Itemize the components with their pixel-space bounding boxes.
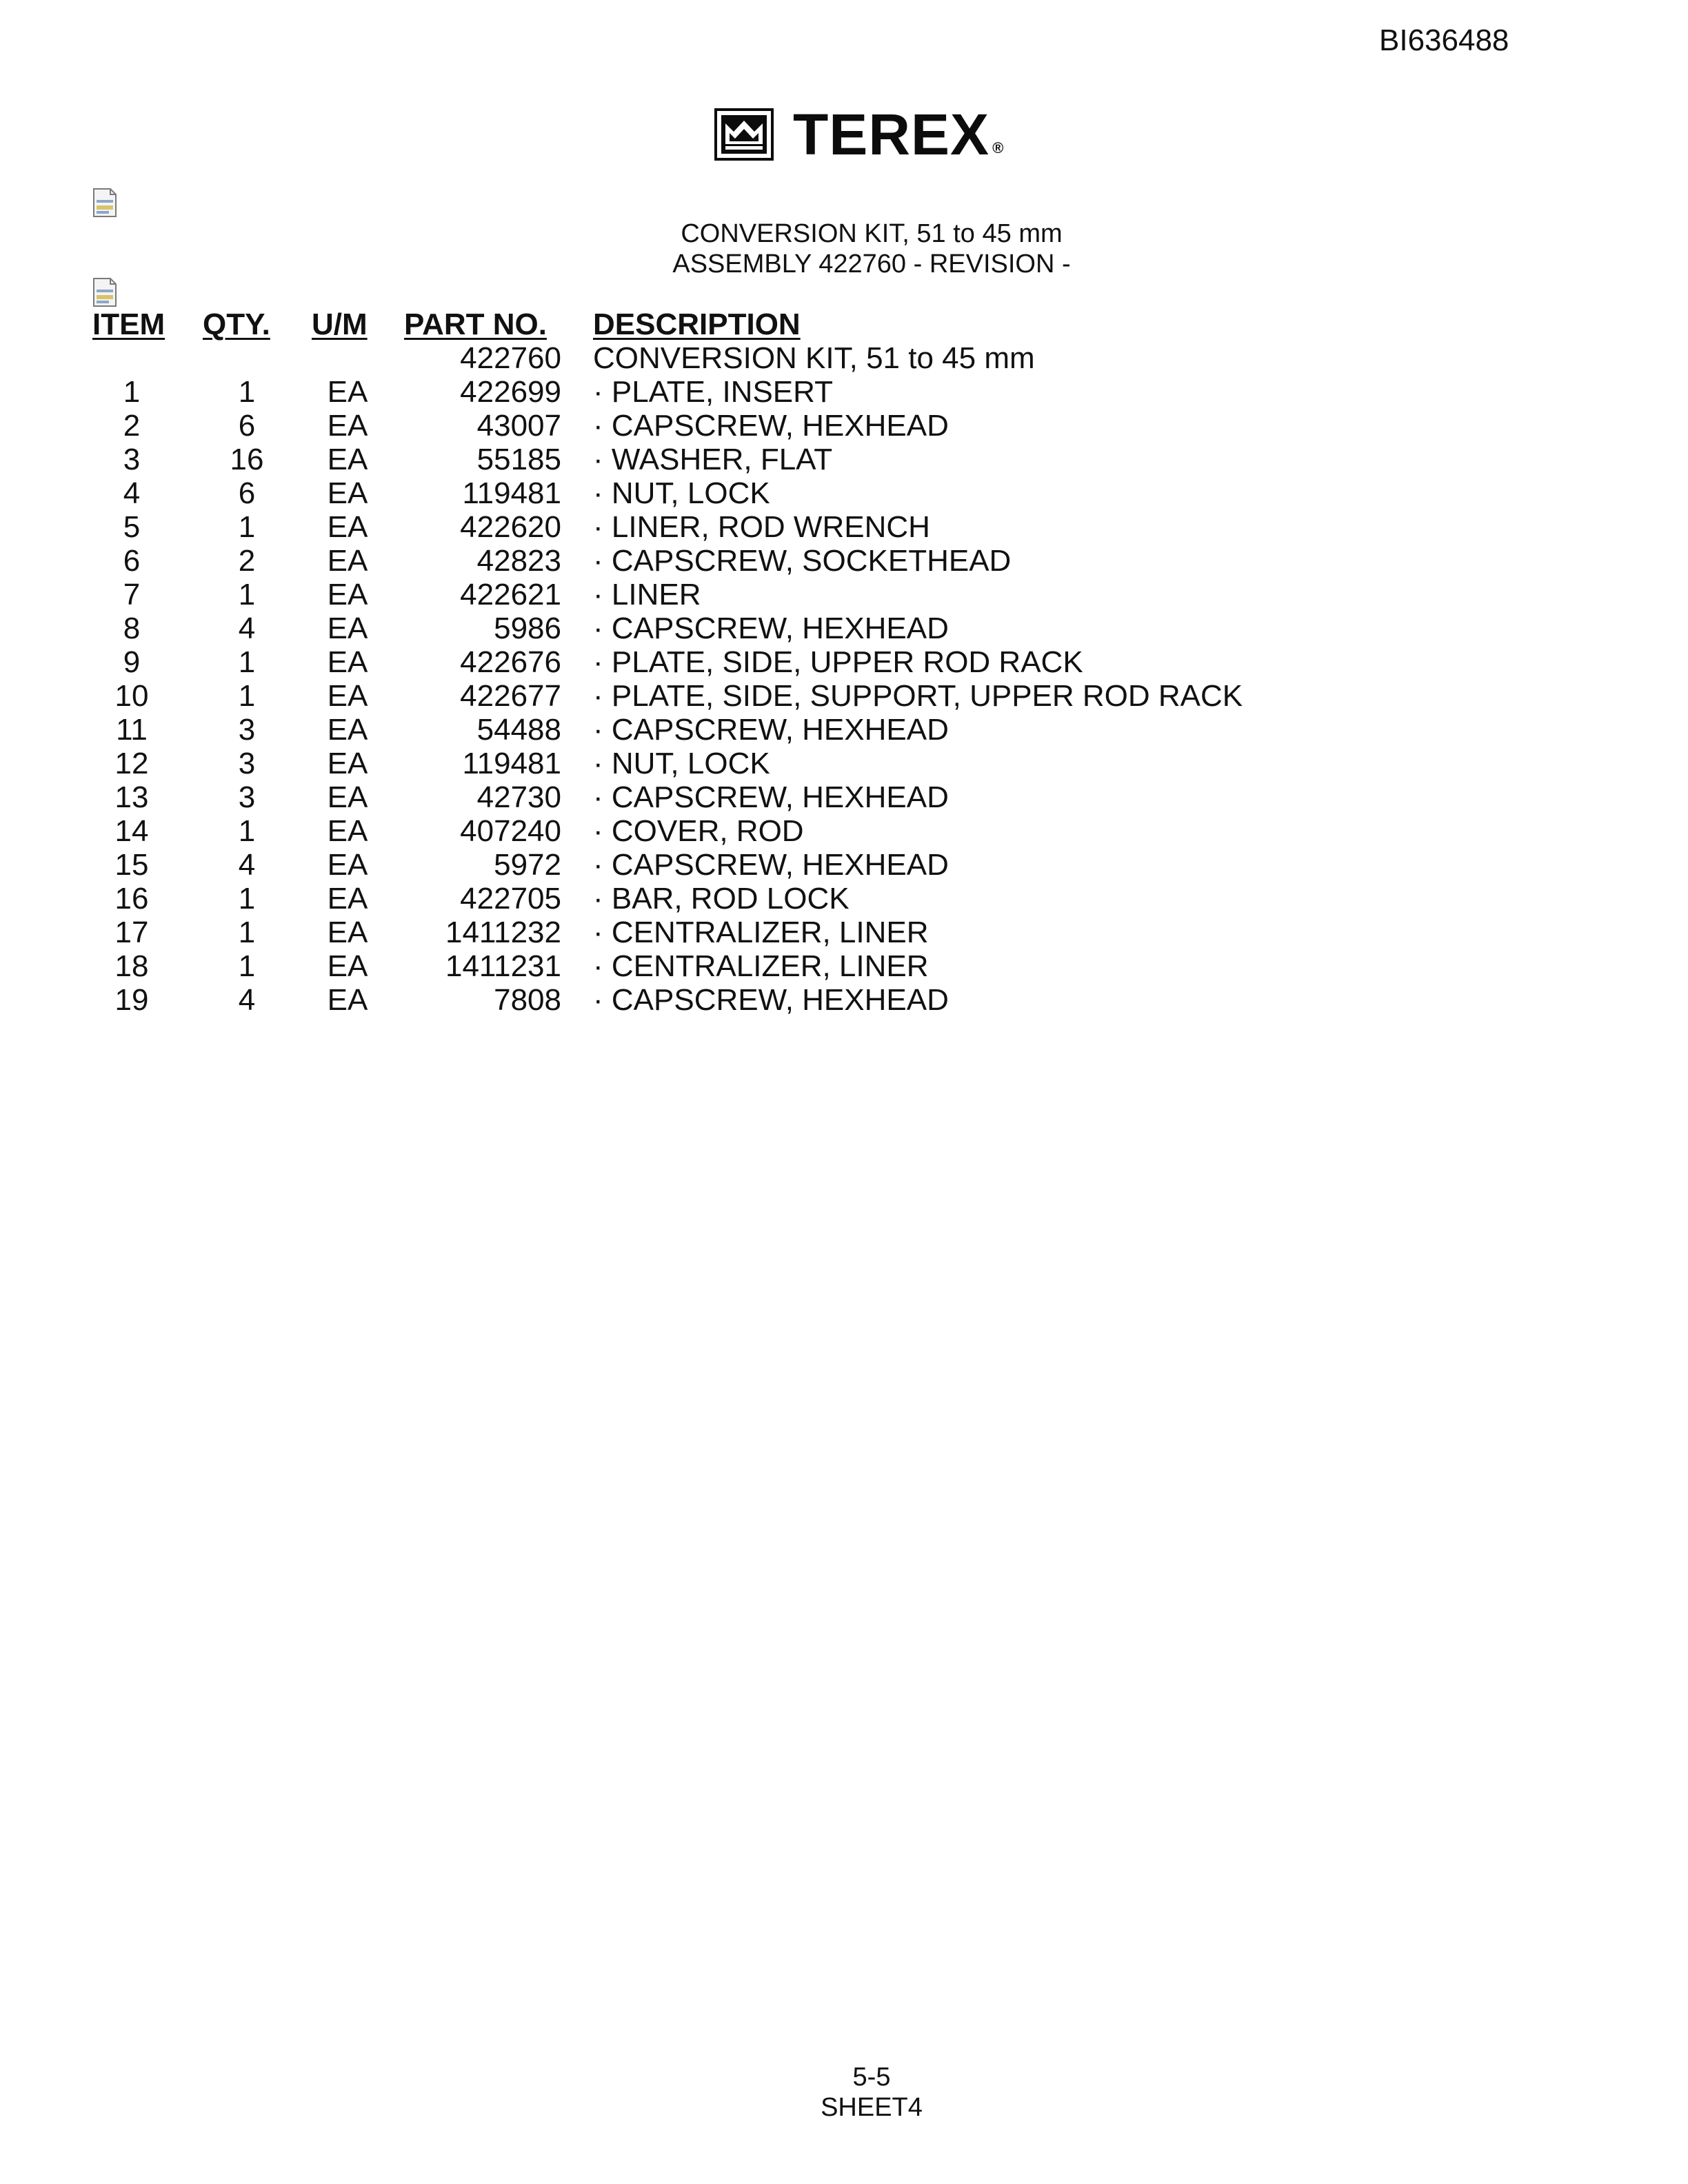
cell-item: 4 (123, 476, 141, 510)
cell-item: 14 (114, 814, 149, 848)
document-icon[interactable] (91, 188, 119, 218)
table-row (92, 544, 1393, 578)
cell-part-no: 7808 (494, 983, 561, 1017)
cell-um: EA (327, 375, 368, 409)
cell-description: · PLATE, SIDE, SUPPORT, UPPER ROD RACK (593, 679, 1243, 713)
cell-description: · WASHER, FLAT (593, 443, 833, 476)
cell-part-no: 1411232 (445, 916, 561, 949)
table-row (92, 476, 1393, 510)
cell-item: 7 (123, 578, 141, 611)
cell-item: 2 (123, 409, 141, 443)
cell-item: 9 (123, 645, 141, 679)
cell-um: EA (327, 747, 368, 780)
table-row (92, 375, 1393, 409)
header-qty: QTY. (203, 307, 270, 341)
cell-description: · PLATE, INSERT (593, 375, 834, 409)
document-icon[interactable] (91, 277, 119, 307)
cell-part-no: 119481 (462, 747, 561, 780)
kit-title: CONVERSION KIT, 51 to 45 mm (681, 219, 1063, 248)
cell-part-no: 422699 (460, 375, 561, 409)
cell-qty: 1 (238, 679, 256, 713)
cell-qty: 1 (238, 916, 256, 949)
cell-qty: 3 (238, 747, 256, 780)
cell-description: · CAPSCREW, HEXHEAD (593, 848, 949, 882)
cell-description: · CAPSCREW, HEXHEAD (593, 983, 949, 1017)
table-row (92, 949, 1393, 983)
cell-um: EA (327, 578, 368, 611)
cell-item: 1 (123, 375, 141, 409)
cell-description: · CAPSCREW, HEXHEAD (593, 713, 949, 747)
cell-qty: 1 (238, 949, 256, 983)
cell-um: EA (327, 949, 368, 983)
table-row (92, 916, 1393, 949)
cell-qty: 2 (238, 544, 256, 578)
cell-qty: 1 (238, 882, 256, 916)
cell-description: CONVERSION KIT, 51 to 45 mm (593, 341, 1035, 375)
header-item: ITEM (92, 307, 165, 341)
cell-qty: 6 (238, 409, 256, 443)
header-part-no: PART NO. (404, 307, 547, 341)
cell-um: EA (327, 544, 368, 578)
cell-um: EA (327, 679, 368, 713)
cell-part-no: 54488 (476, 713, 561, 747)
cell-um: EA (327, 848, 368, 882)
cell-item: 19 (114, 983, 149, 1017)
cell-part-no: 422760 (460, 341, 561, 375)
cell-qty: 6 (238, 476, 256, 510)
table-row (92, 645, 1393, 679)
cell-item: 6 (123, 544, 141, 578)
cell-qty: 3 (238, 780, 256, 814)
cell-description: · CAPSCREW, HEXHEAD (593, 409, 949, 443)
table-row (92, 443, 1393, 476)
cell-part-no: 55185 (476, 443, 561, 476)
cell-item: 18 (114, 949, 149, 983)
cell-item: 8 (123, 611, 141, 645)
cell-qty (203, 341, 312, 375)
cell-item: 13 (114, 780, 149, 814)
page-number: 5-5 (852, 2063, 891, 2092)
parts-table-body (92, 341, 1393, 1017)
table-row (92, 747, 1393, 780)
cell-um: EA (327, 443, 368, 476)
cell-part-no: 422676 (460, 645, 561, 679)
cell-item: 10 (114, 679, 149, 713)
cell-qty: 1 (238, 578, 256, 611)
table-row (92, 780, 1393, 814)
cell-item: 3 (123, 443, 141, 476)
cell-um: EA (327, 611, 368, 645)
cell-part-no: 422677 (460, 679, 561, 713)
assembly-revision: ASSEMBLY 422760 - REVISION - (672, 250, 1071, 279)
cell-um: EA (327, 983, 368, 1017)
cell-part-no: 5972 (494, 848, 561, 882)
cell-um: EA (327, 510, 368, 544)
table-row (92, 611, 1393, 645)
cell-um: EA (327, 645, 368, 679)
cell-qty: 1 (238, 510, 256, 544)
cell-item (92, 341, 203, 375)
cell-um: EA (327, 882, 368, 916)
cell-description: · CAPSCREW, HEXHEAD (593, 780, 949, 814)
cell-description: · CAPSCREW, SOCKETHEAD (593, 544, 1012, 578)
cell-description: · CENTRALIZER, LINER (593, 916, 929, 949)
cell-um: EA (327, 780, 368, 814)
cell-description: · LINER (593, 578, 701, 611)
cell-qty: 16 (230, 443, 264, 476)
cell-part-no: 422621 (460, 578, 561, 611)
cell-part-no: 422705 (460, 882, 561, 916)
table-row (92, 510, 1393, 544)
cell-part-no: 1411231 (445, 949, 561, 983)
cell-part-no: 42823 (476, 544, 561, 578)
cell-um: EA (327, 713, 368, 747)
table-row (92, 679, 1393, 713)
cell-item: 17 (114, 916, 149, 949)
cell-part-no: 119481 (462, 476, 561, 510)
cell-qty: 1 (238, 375, 256, 409)
terex-crown-logo-icon (714, 108, 774, 161)
cell-qty: 4 (238, 848, 256, 882)
cell-um: EA (327, 916, 368, 949)
registered-mark: ® (992, 139, 1004, 156)
cell-um: EA (327, 476, 368, 510)
table-row (92, 983, 1393, 1017)
cell-description: · NUT, LOCK (593, 747, 770, 780)
cell-description: · CAPSCREW, HEXHEAD (593, 611, 949, 645)
table-row (92, 341, 1393, 375)
table-row (92, 409, 1393, 443)
cell-description: · LINER, ROD WRENCH (593, 510, 930, 544)
sheet-label: SHEET4 (821, 2093, 923, 2122)
header-um: U/M (312, 307, 368, 341)
table-row (92, 848, 1393, 882)
cell-description: · COVER, ROD (593, 814, 804, 848)
cell-item: 16 (114, 882, 149, 916)
cell-item: 11 (116, 713, 148, 747)
parts-table (92, 307, 1393, 1017)
table-row (92, 578, 1393, 611)
cell-qty: 3 (238, 713, 256, 747)
cell-description: · BAR, ROD LOCK (593, 882, 850, 916)
brand-wordmark: TEREX (793, 102, 990, 167)
cell-um: EA (327, 409, 368, 443)
cell-part-no: 422620 (460, 510, 561, 544)
cell-qty: 1 (238, 645, 256, 679)
cell-part-no: 43007 (476, 409, 561, 443)
cell-um (312, 341, 404, 375)
cell-qty: 4 (238, 983, 256, 1017)
cell-item: 5 (123, 510, 141, 544)
document-id: BI636488 (1379, 23, 1509, 57)
cell-um: EA (327, 814, 368, 848)
cell-qty: 4 (238, 611, 256, 645)
cell-description: · PLATE, SIDE, UPPER ROD RACK (593, 645, 1083, 679)
table-row (92, 882, 1393, 916)
header-description: DESCRIPTION (593, 307, 801, 341)
table-row (92, 814, 1393, 848)
table-header-row (92, 307, 1393, 341)
cell-part-no: 42730 (476, 780, 561, 814)
table-row (92, 713, 1393, 747)
cell-qty: 1 (238, 814, 256, 848)
cell-description: · CENTRALIZER, LINER (593, 949, 929, 983)
cell-item: 15 (114, 848, 149, 882)
terex-logo (714, 102, 1004, 167)
cell-part-no: 5986 (494, 611, 561, 645)
cell-item: 12 (114, 747, 149, 780)
cell-part-no: 407240 (460, 814, 561, 848)
cell-description: · NUT, LOCK (593, 476, 770, 510)
